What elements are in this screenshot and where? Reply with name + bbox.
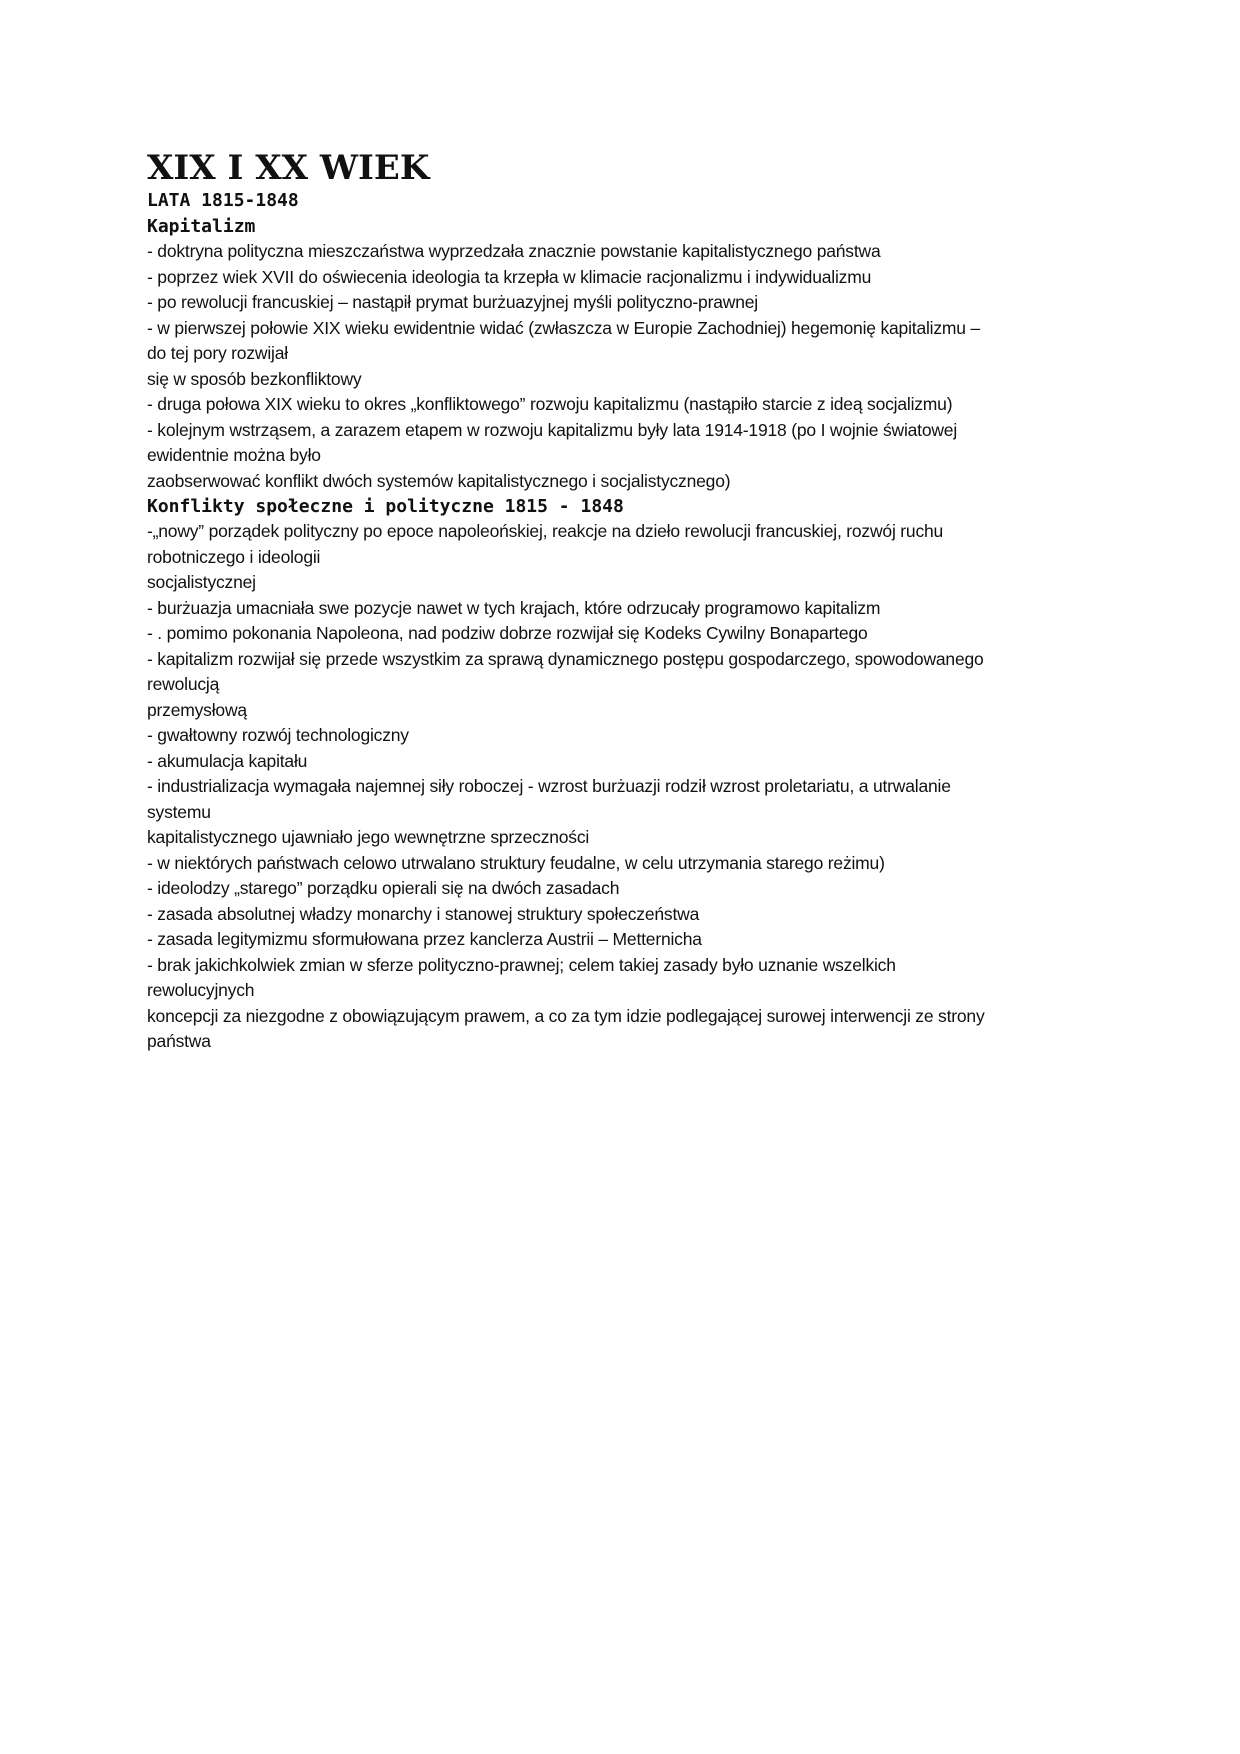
text-line: - brak jakichkolwiek zmian w sferze polityczno-prawnej; celem takiej zasady było uznanie wszelkich [147,954,896,975]
document-subtitle: LATA 1815-1848 [147,190,299,211]
text-line: rewolucyjnych [147,980,255,1000]
section-heading-konflikty: Konflikty społeczne i polityczne 1815 - 1848 [147,496,624,517]
text-line: - industrializacja wymagała najemnej siły roboczej - wzrost burżuazji rodził wzrost proletariatu, a utrwalanie [147,776,951,796]
text-line: - zasada legitymizmu sformułowana przez kanclerza Austrii – Metternicha [147,929,702,949]
text-line: - doktryna polityczna mieszczaństwa wyprzedzała znacznie powstanie kapitalistycznego państwa [147,241,881,261]
section-heading-kapitalizm: Kapitalizm [147,216,256,237]
text-line: zaobserwować konflikt dwóch systemów kapitalistycznego i socjalistycznego) [147,470,731,491]
document-page [147,148,1087,1055]
text-line: się w sposób bezkonfliktowy [147,368,362,389]
text-line: - druga połowa XIX wieku to okres „konfliktowego” rozwoju kapitalizmu (nastąpiło starcie z ideą socjalizmu) [147,394,953,414]
text-line: - akumulacja kapitału [147,750,308,771]
text-line: - w pierwszej połowie XIX wieku ewidentnie widać (zwłaszcza w Europie Zachodniej) hegemonię kapitalizmu – [147,317,981,338]
text-line: -„nowy” porządek polityczny po epoce napoleońskiej, reakcje na dzieło rewolucji francuskiej, rozwój ruchu [147,521,944,541]
text-line: - w niektórych państwach celowo utrwalano struktury feudalne, w celu utrzymania starego reżimu) [147,852,885,873]
text-line: - kolejnym wstrząsem, a zarazem etapem w rozwoju kapitalizmu były lata 1914-1918 (po I wojnie światowej [147,419,958,440]
document-title: XIX I XX WIEK [147,148,430,188]
text-line: przemysłową [147,699,247,720]
text-line: ewidentnie można było [147,445,321,465]
text-line: robotniczego i ideologii [147,546,321,567]
text-line: koncepcji za niezgodne z obowiązującym prawem, a co za tym idzie podlegającej surowej interwencji ze strony [147,1005,985,1026]
text-line: kapitalistycznego ujawniało jego wewnętrzne sprzeczności [147,827,590,847]
text-line: - poprzez wiek XVII do oświecenia ideologia ta krzepła w klimacie racjonalizmu i indywidualizmu [147,266,872,287]
text-line: rewolucją [147,674,220,694]
text-line: państwa [147,1031,211,1051]
text-line: socjalistycznej [147,572,256,592]
text-line: - zasada absolutnej władzy monarchy i stanowej struktury społeczeństwa [147,903,700,924]
text-line: - burżuazja umacniała swe pozycje nawet w tych krajach, które odrzucały programowo kapitalizm [147,597,881,618]
text-line: - po rewolucji francuskiej – nastąpił prymat burżuazyjnej myśli polityczno-prawnej [147,292,758,312]
text-line: do tej pory rozwijał [147,343,288,363]
text-line: - gwałtowny rozwój technologiczny [147,725,409,745]
text-line: - . pomimo pokonania Napoleona, nad podziw dobrze rozwijał się Kodeks Cywilny Bonapartego [147,623,868,643]
text-line: - kapitalizm rozwijał się przede wszystkim za sprawą dynamicznego postępu gospodarczego, spowodowanego [147,648,984,669]
text-line: - ideolodzy „starego” porządku opierali się na dwóch zasadach [147,878,620,898]
text-line: systemu [147,801,211,822]
